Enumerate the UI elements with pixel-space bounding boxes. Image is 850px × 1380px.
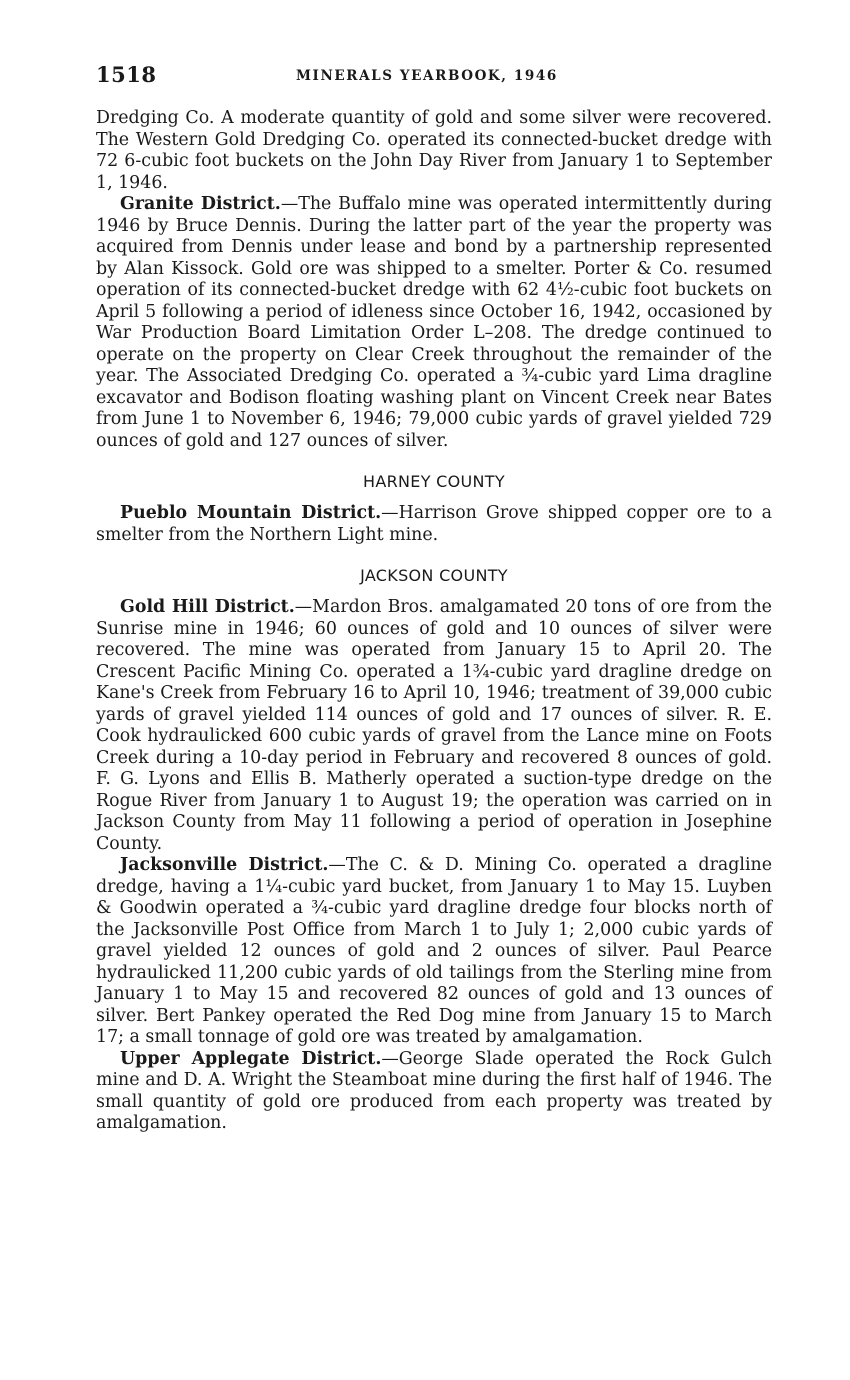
running-title: MINERALS YEARBOOK, 1946 xyxy=(296,68,558,84)
granite-district-heading: Granite District. xyxy=(120,194,281,214)
gold-hill-district-heading: Gold Hill District. xyxy=(120,597,295,617)
granite-district-text: —The Buffalo mine was operated intermittently during 1946 by Bruce Dennis. During the latter part of the year the property was acquired from Dennis under lease and bond by a partnership represented by Alan Kissock. Gold ore was shipped to a smelter. Porter & Co. resumed operation of its connected-bucket dredge with 62 4½-cubic foot buckets on April 5 following a period of idleness since October 16, 1942, occasioned by War Production Board Limitation Order L–208. The dredge continued to operate on the property on Clear Creek throughout the remainder of the year. The Associated Dredging Co. operated a ¾-cubic yard Lima dragline excavator and Bodison floating washing plant on Vincent Creek near Bates from June 1 to November 6, 1946; 79,000 cubic yards of gravel yielded 729 ounces of gold and 127 ounces of silver. xyxy=(96,194,773,451)
paragraph-pueblo-mountain-district xyxy=(96,503,772,546)
pueblo-mountain-district-heading: Pueblo Mountain District. xyxy=(120,503,382,523)
upper-applegate-district-text: —George Slade operated the Rock Gulch mine and D. A. Wright the Steamboat mine during the first half of 1946. The small quantity of gold ore produced from each property was treated by amalgamation. xyxy=(96,1048,772,1133)
document-page xyxy=(96,62,772,1135)
pueblo-mountain-district-text: —Harrison Grove shipped copper ore to a smelter from the Northern Light mine. xyxy=(96,503,772,545)
upper-applegate-district-heading: Upper Applegate District. xyxy=(120,1048,382,1069)
paragraph-gold-hill-district xyxy=(96,597,772,855)
page-number: 1518 xyxy=(96,62,157,87)
section-heading-jackson-county: JACKSON COUNTY xyxy=(360,566,508,585)
section-heading-harney-county: HARNEY COUNTY xyxy=(363,472,505,491)
jacksonville-district-heading: Jacksonville District. xyxy=(120,855,329,875)
paragraph-upper-applegate-district xyxy=(96,1049,772,1135)
jacksonville-district-text: —The C. & D. Mining Co. operated a dragline dredge, having a 1¼-cubic yard bucket, from January 1 to May 15. Luyben & Goodwin operated a ¾-cubic yard dragline dredge four blocks north of the Jacksonville Post Office from March 1 to July 1; 2,000 cubic yards of gravel yielded 12 ounces of gold and 2 ounces of silver. Paul Pearce hydraulicked 11,200 cubic yards of old tailings from the Sterling mine from January 1 to May 15 and recovered 82 ounces of gold and 13 ounces of silver. Bert Pankey operated the Red Dog mine from January 15 to March 17; a small tonnage of gold ore was treated by amalgamation. xyxy=(96,855,772,1047)
paragraph-granite-district xyxy=(96,194,772,452)
paragraph-jacksonville-district xyxy=(96,855,772,1049)
gold-hill-district-text: —Mardon Bros. amalgamated 20 tons of ore from the Sunrise mine in 1946; 60 ounces of gold and 10 ounces of silver were recovered. The mine was operated from January 15 to April 20. The Crescent Pacific Mining Co. operated a 1¾-cubic yard dragline dredge on Kane's Creek from February 16 to April 10, 1946; treatment of 39,000 cubic yards of gravel yielded 114 ounces of gold and 17 ounces of silver. R. E. Cook hydraulicked 600 cubic yards of gravel from the Lance mine on Foots Creek during a 10-day period in February and recovered 8 ounces of gold. F. G. Lyons and Ellis B. Matherly operated a suction-type dredge on the Rogue River from January 1 to August 19; the operation was carried on in Jackson County from May 11 following a period of operation in Josephine County. xyxy=(96,597,772,854)
paragraph-dredging-continuation: Dredging Co. A moderate quantity of gold and some silver were recovered. The Western Gold Dredging Co. operated its connected-bucket dredge with 72 6-cubic foot buckets on the John Day River from January 1 to September 1, 1946. xyxy=(96,108,772,193)
running-head xyxy=(96,62,772,92)
